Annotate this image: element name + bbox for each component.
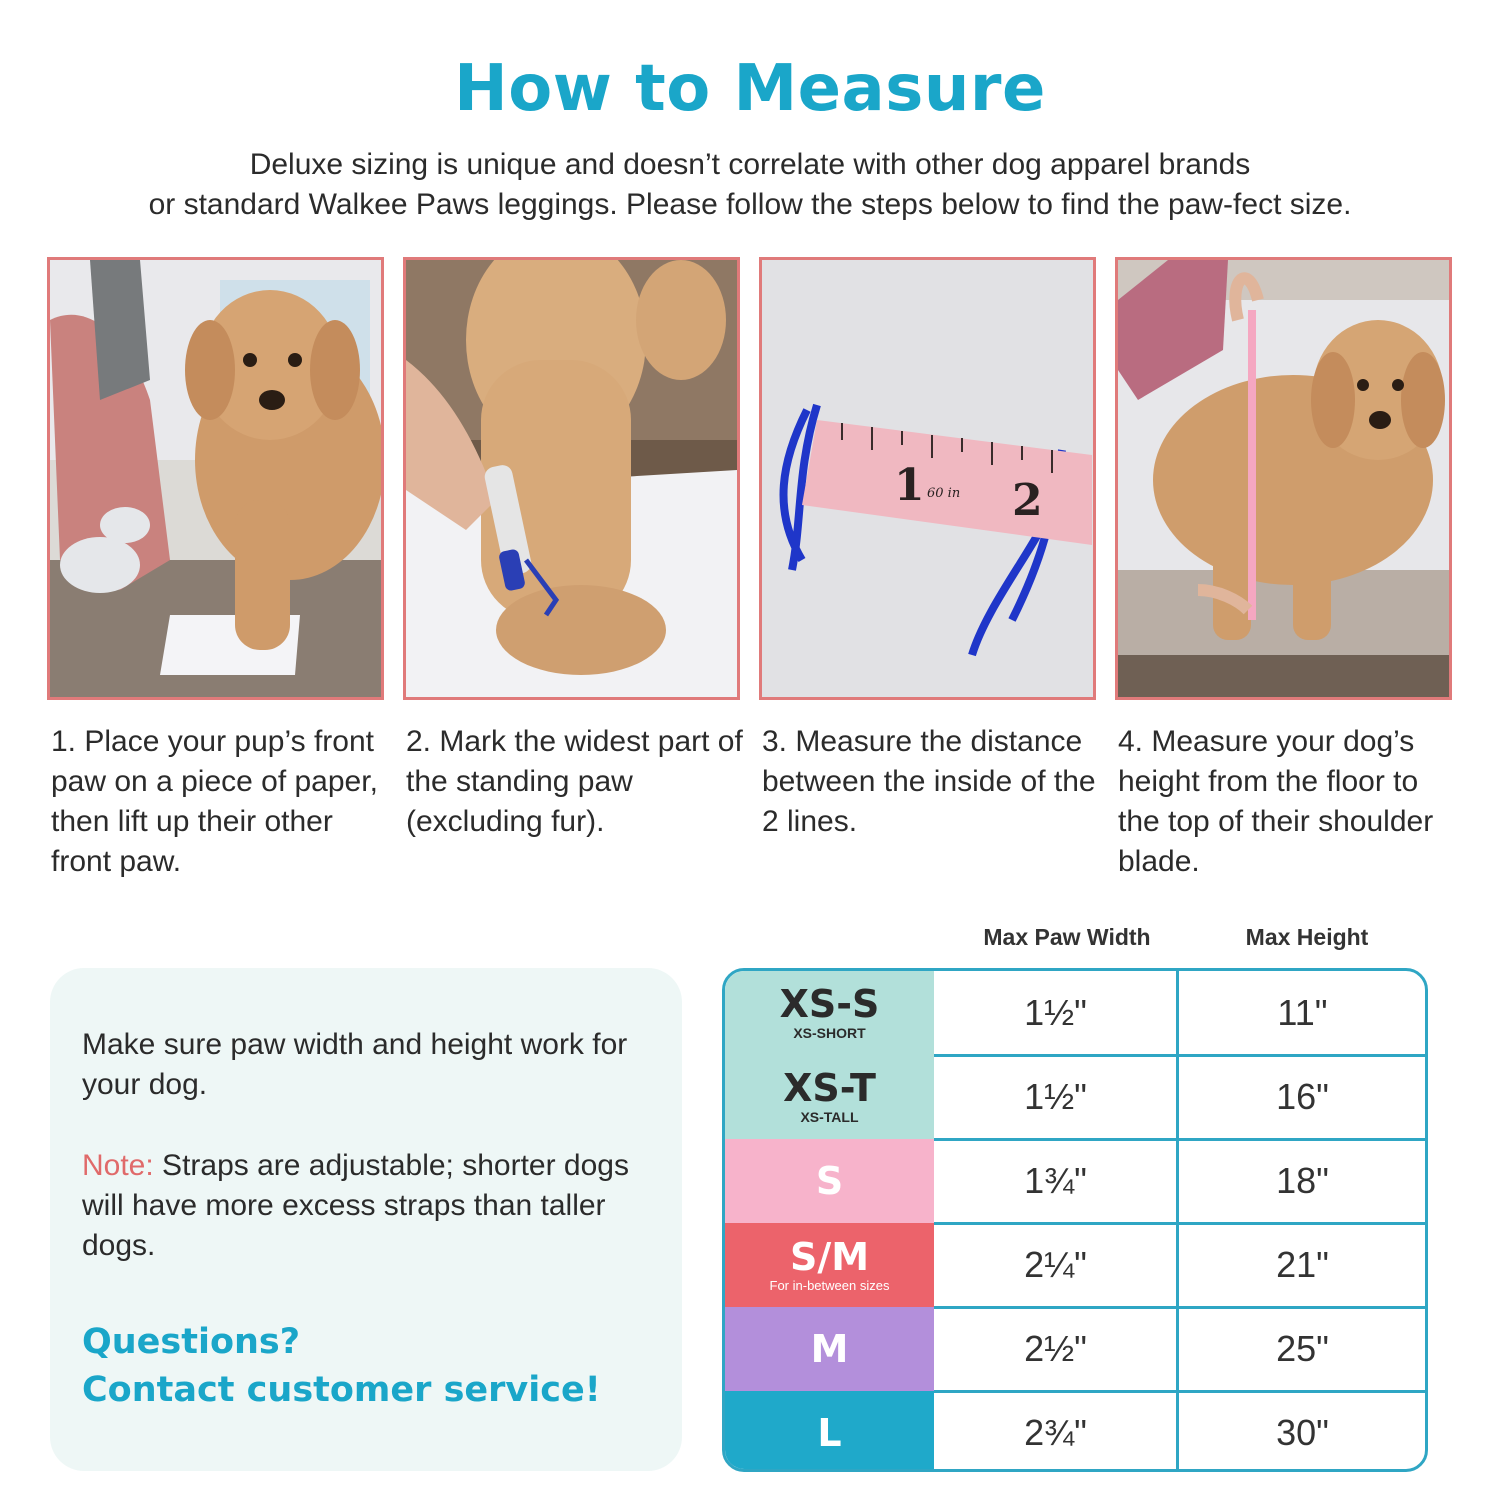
info-text: Make sure paw width and height work for your dog. — [82, 1028, 628, 1101]
size-row — [725, 1139, 1425, 1223]
size-sublabel: XS-SHORT — [793, 1025, 866, 1041]
paw-width-value: 1¾" — [1024, 1160, 1087, 1201]
size-row — [725, 1391, 1425, 1472]
step-2-text: 2. Mark the widest part of the standing paw (excluding fur). — [406, 725, 743, 838]
height-value: 21" — [1276, 1244, 1329, 1285]
size-chart-table — [722, 968, 1428, 1472]
size-label: XS-S — [779, 982, 880, 1026]
size-cell — [725, 1391, 934, 1472]
size-cell — [725, 971, 934, 1055]
step-3-photo — [759, 257, 1096, 700]
note-text — [82, 1146, 642, 1266]
note-label: Note: — [82, 1149, 154, 1182]
intro-text — [0, 145, 1500, 225]
step-4-photo — [1115, 257, 1452, 700]
size-sublabel: XS-TALL — [800, 1109, 859, 1125]
size-label: L — [817, 1411, 842, 1455]
step-1-text: 1. Place your pup’s front paw on a piece of paper, then lift up their other front paw. — [51, 725, 378, 878]
paw-width-value: 2¼" — [1024, 1244, 1087, 1285]
size-cell — [725, 1223, 934, 1307]
size-row — [725, 971, 1425, 1055]
step-1-photo — [47, 257, 384, 700]
step-2-photo — [403, 257, 740, 700]
size-label: XS-T — [783, 1066, 876, 1110]
note-body: Straps are adjustable; shorter dogs will have more excess straps than taller dogs. — [82, 1149, 629, 1262]
header-max-paw-width: Max Paw Width — [983, 924, 1151, 950]
size-label: S/M — [789, 1234, 870, 1279]
step-3-text: 3. Measure the distance between the inside of the 2 lines. — [762, 725, 1096, 838]
intro-line-2: or standard Walkee Paws leggings. Please follow the steps below to find the paw-fect size. — [148, 188, 1352, 221]
size-sublabel: For in-between sizes — [769, 1277, 890, 1293]
paw-width-value: 1½" — [1024, 1076, 1087, 1117]
paw-width-value: 2¾" — [1024, 1412, 1087, 1453]
size-row — [725, 1223, 1425, 1307]
height-value: 16" — [1276, 1076, 1329, 1117]
height-value: 25" — [1276, 1328, 1329, 1369]
height-value: 11" — [1277, 992, 1328, 1033]
size-label: S — [815, 1159, 844, 1203]
ruler-mark-2: 2 — [1012, 475, 1043, 526]
size-label: M — [810, 1327, 849, 1371]
contact-cta[interactable] — [82, 1318, 662, 1414]
contact-line: Contact customer service! — [82, 1370, 601, 1410]
step-4-text: 4. Measure your dog’s height from the floor to the top of their shoulder blade. — [1118, 725, 1434, 878]
questions-line: Questions? — [82, 1322, 301, 1362]
intro-line-1: Deluxe sizing is unique and doesn’t correlate with other dog apparel brands — [249, 148, 1251, 181]
height-value: 30" — [1276, 1412, 1329, 1453]
size-cell — [725, 1139, 934, 1223]
ruler-mark-1: 1 — [894, 460, 925, 511]
size-row — [725, 1055, 1425, 1139]
size-row — [725, 1307, 1425, 1391]
size-cell — [725, 1307, 934, 1391]
size-cell — [725, 1055, 934, 1139]
ruler-brand: 60 in — [927, 486, 961, 501]
paw-width-value: 2½" — [1024, 1328, 1087, 1369]
header-max-height: Max Height — [1245, 924, 1369, 950]
page-title: How to Measure — [454, 52, 1046, 126]
height-value: 18" — [1276, 1160, 1329, 1201]
paw-width-value: 1½" — [1024, 992, 1087, 1033]
